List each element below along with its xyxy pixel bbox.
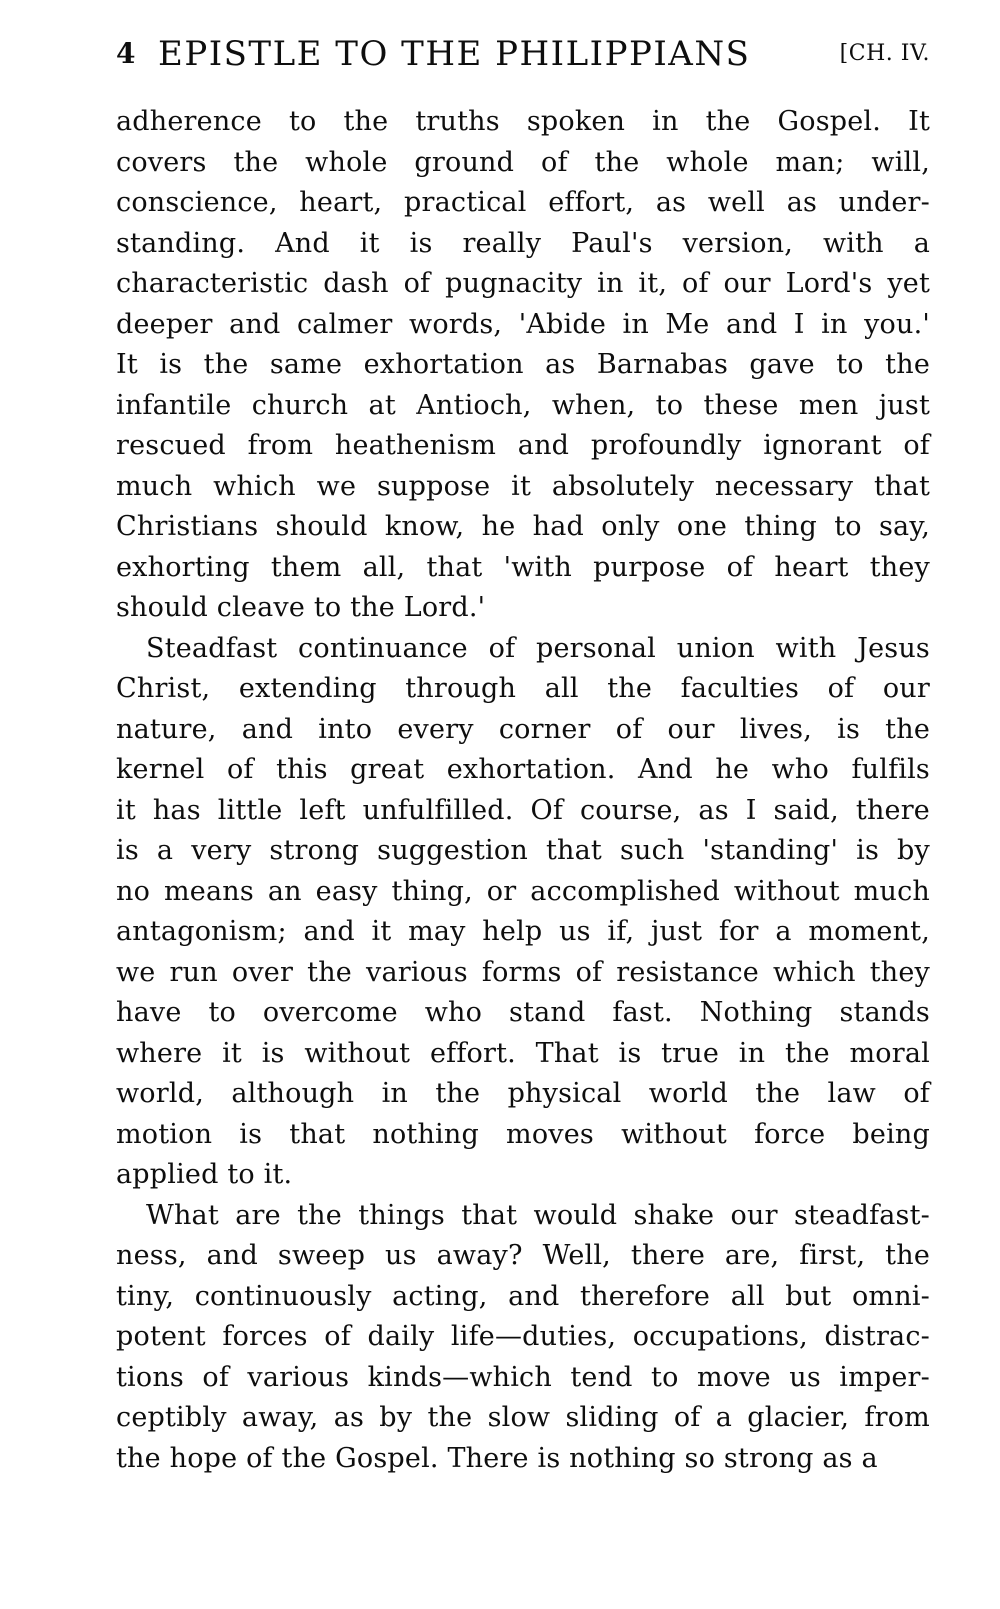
text-line: characteristic dash of pugnacity in it, of our Lord's yet [116, 268, 930, 299]
text-line: conscience, heart, practical effort, as well as under- [116, 187, 930, 218]
paragraph [116, 1196, 930, 1480]
text-line: standing. And it is really Paul's version, with a [116, 227, 930, 259]
text-line: What are the things that would shake our steadfast- [146, 1199, 930, 1231]
text-line: no means an easy thing, or accomplished without much [116, 875, 930, 907]
text-line: nature, and into every corner of our lives, is the [116, 713, 930, 745]
body-text [116, 102, 930, 1479]
text-line: kernel of this great exhortation. And he who fulfils [116, 754, 930, 785]
text-line: motion is that nothing moves without force being [116, 1118, 930, 1150]
text-line: ceptibly away, as by the slow sliding of a glacier, from [116, 1402, 930, 1433]
running-title: EPISTLE TO THE PHILIPPIANS [158, 34, 751, 74]
text-line: is a very strong suggestion that such 'standing' is by [116, 835, 930, 866]
text-line: deeper and calmer words, 'Abide in Me and I in you.' [116, 308, 930, 340]
text-line: Steadfast continuance of personal union with Jesus [146, 632, 930, 664]
text-line: tiny, continuously acting, and therefore all but omni- [116, 1280, 930, 1312]
text-line: Christ, extending through all the faculties of our [116, 673, 930, 704]
text-line: world, although in the physical world the law of [116, 1078, 930, 1109]
text-line: potent forces of daily life—duties, occupations, distrac- [116, 1321, 930, 1352]
text-line: applied to it. [116, 1159, 293, 1190]
page-number: 4 [116, 37, 137, 70]
text-line: exhorting them all, that 'with purpose of heart they [116, 551, 930, 583]
text-line: should cleave to the Lord.' [116, 592, 486, 623]
text-line: we run over the various forms of resistance which they [116, 956, 930, 988]
text-line: ness, and sweep us away? Well, there are, first, the [116, 1240, 930, 1271]
text-line: tions of various kinds—which tend to move us imper- [116, 1361, 930, 1393]
text-line: much which we suppose it absolutely necessary that [116, 470, 930, 502]
text-line: adherence to the truths spoken in the Gospel. It [116, 106, 930, 137]
text-line: covers the whole ground of the whole man; will, [116, 146, 930, 178]
running-header [116, 26, 930, 82]
text-line: it has little left unfulfilled. Of course, as I said, there [116, 794, 930, 826]
text-line: have to overcome who stand fast. Nothing stands [116, 997, 930, 1028]
text-line: rescued from heathenism and profoundly ignorant of [116, 430, 930, 461]
text-line: where it is without effort. That is true in the moral [116, 1037, 930, 1069]
text-line: antagonism; and it may help us if, just for a moment, [116, 916, 930, 947]
text-line: the hope of the Gospel. There is nothing so strong as a [116, 1442, 878, 1474]
chapter-reference: [CH. IV. [839, 41, 930, 66]
text-line: It is the same exhortation as Barnabas gave to the [116, 349, 930, 380]
paragraph [116, 629, 930, 1196]
paragraph [116, 102, 930, 629]
text-line: infantile church at Antioch, when, to these men just [116, 389, 930, 421]
text-line: Christians should know, he had only one thing to say, [116, 511, 930, 542]
